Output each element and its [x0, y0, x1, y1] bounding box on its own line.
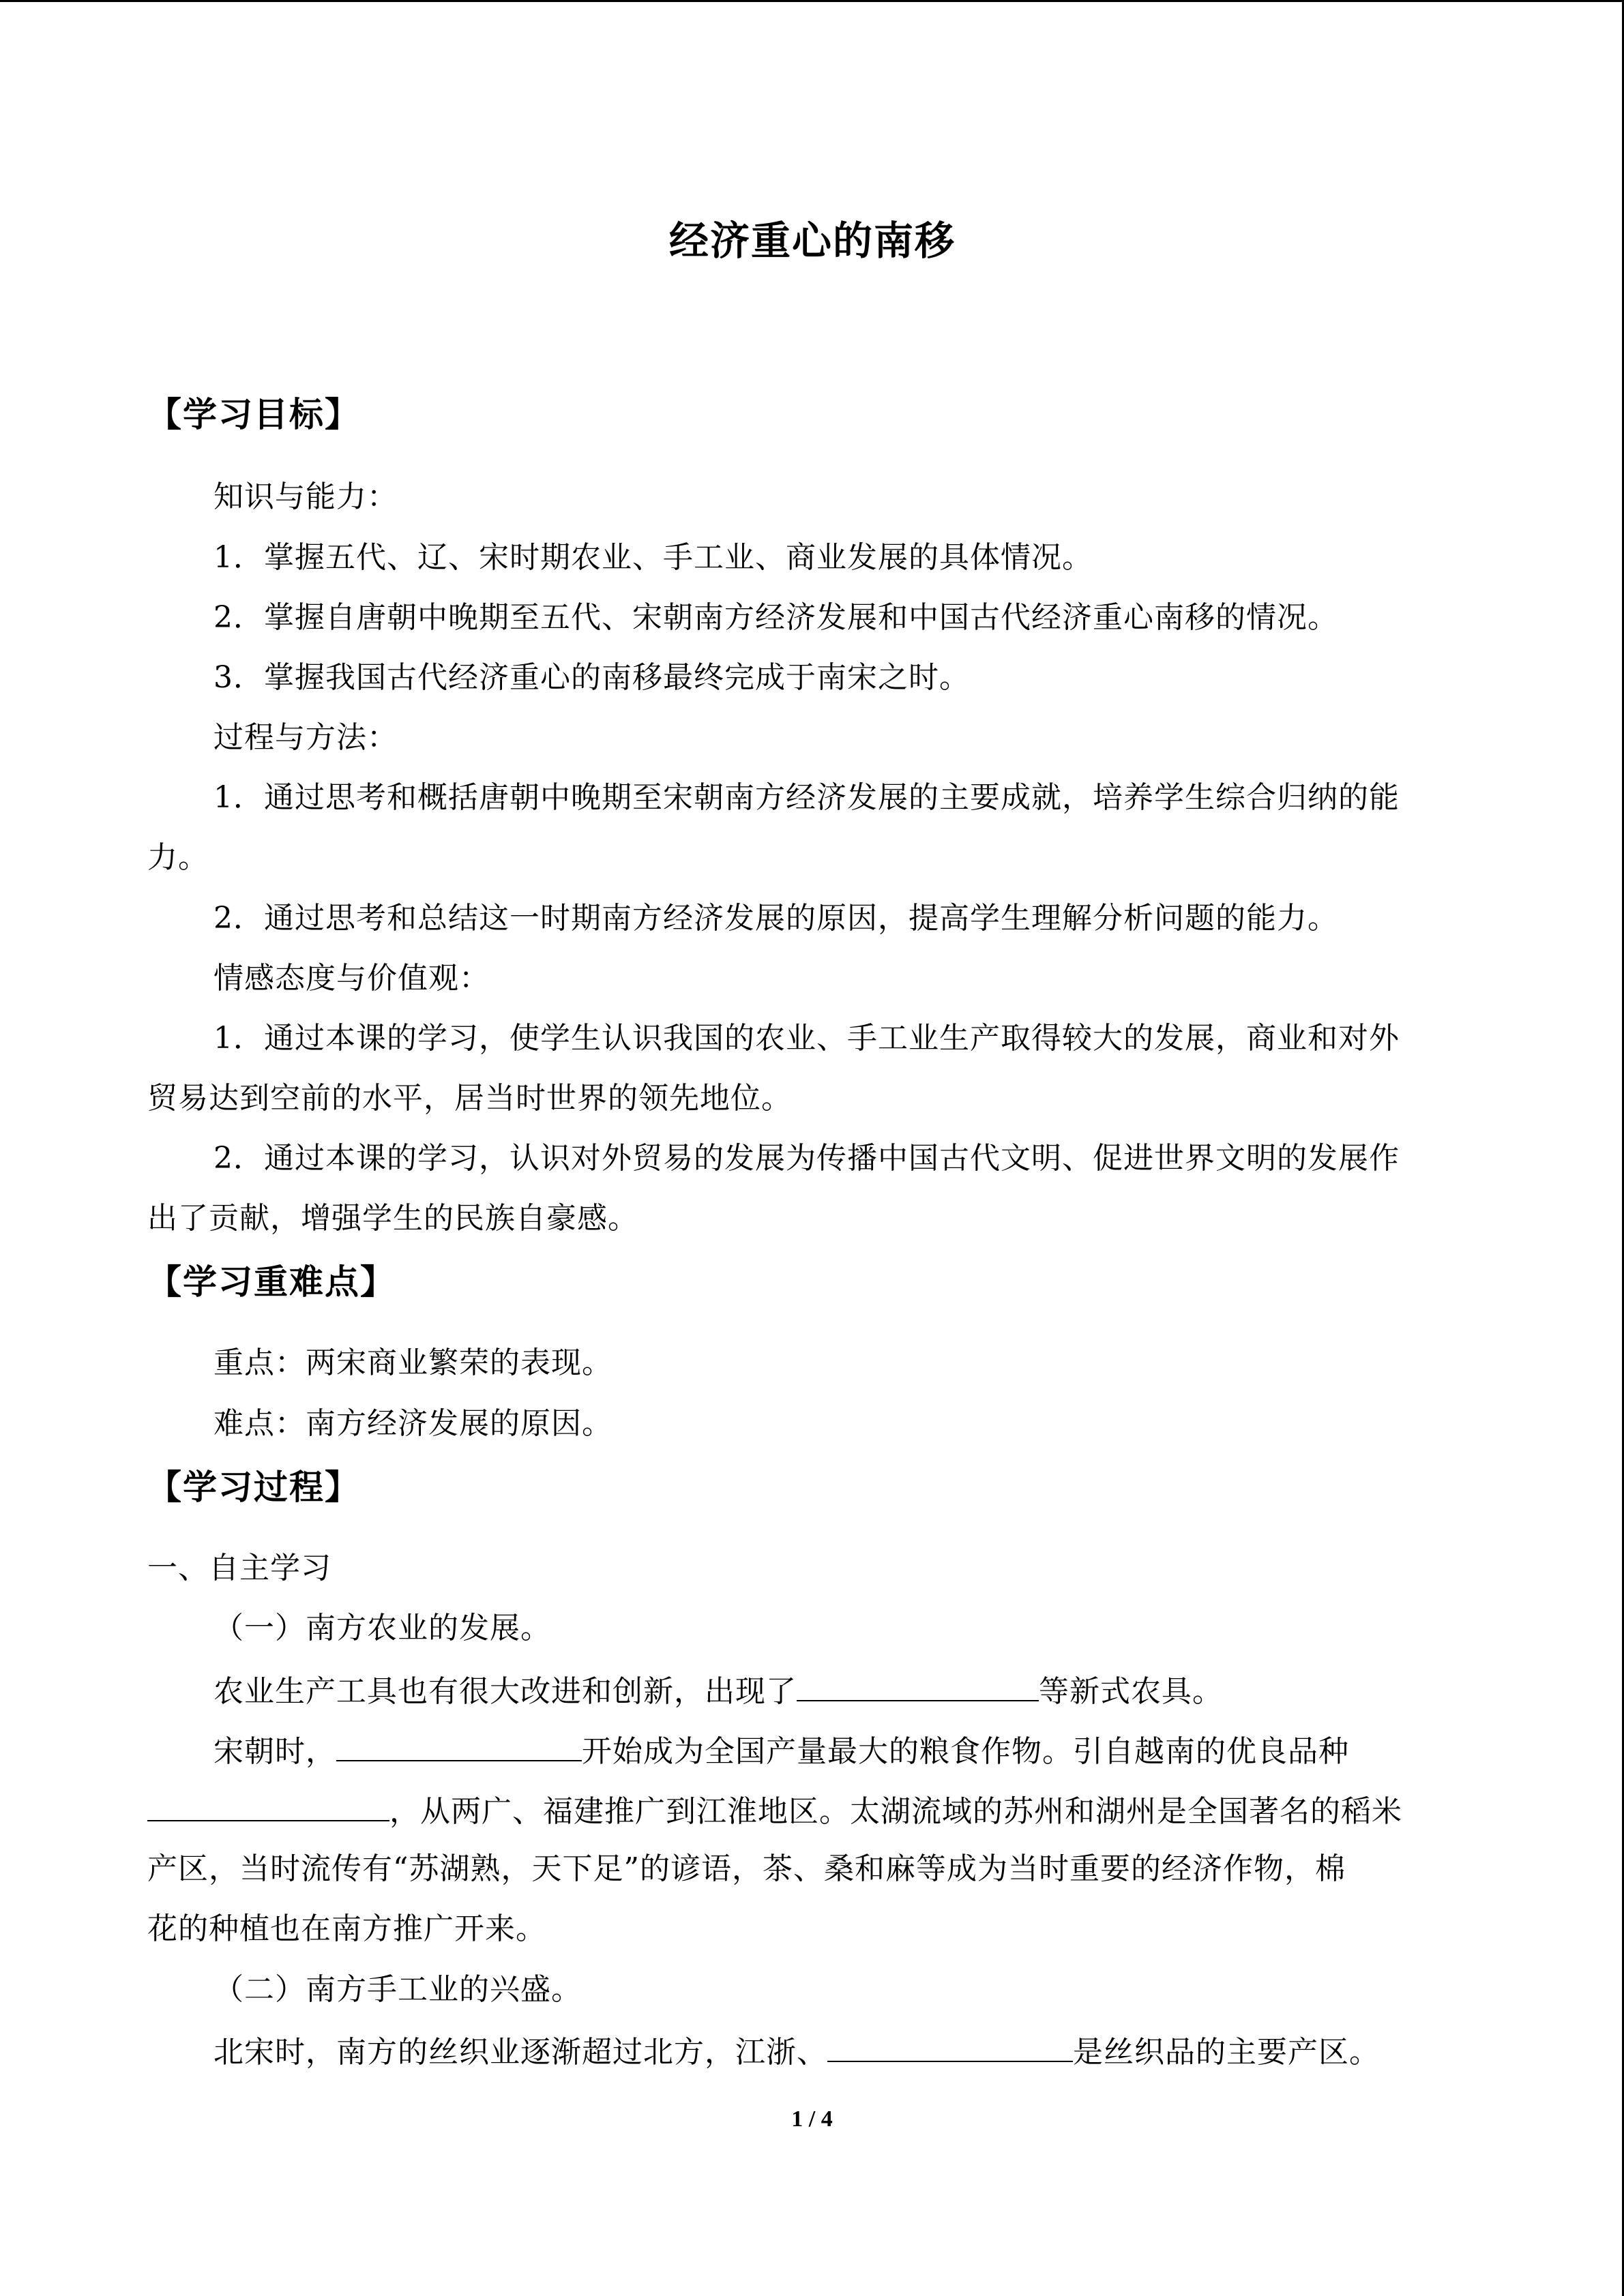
process-part-1: 一、自主学习	[147, 1551, 331, 1585]
process-line-crop-text-a: 宋朝时，	[213, 1734, 336, 1769]
process-line-crop	[213, 1729, 1477, 1772]
goals-emotion-item-2-line-2: 出了贡献，增强学生的民族自豪感。	[147, 1201, 638, 1236]
goals-emotion-item-1-line-1: 1．通过本课的学习，使学生认识我国的农业、手工业生产取得较大的发展，商业和对外	[213, 1021, 1400, 1056]
goals-knowledge-item-2: 2．掌握自唐朝中晚期至五代、宋朝南方经济发展和中国古代经济重心南移的情况。	[213, 600, 1338, 635]
process-sub-2: （二）南方手工业的兴盛。	[213, 1972, 582, 2007]
section-heading-goals: 【学习目标】	[147, 395, 360, 434]
page-number: 1 / 4	[791, 2106, 833, 2132]
goals-knowledge-item-1: 1．掌握五代、辽、宋时期农业、手工业、商业发展的具体情况。	[213, 540, 1093, 575]
process-line-tools-text-b: 等新式农具。	[1039, 1674, 1223, 1709]
process-line-tools-text-a: 农业生产工具也有很大改进和创新，出现了	[213, 1674, 797, 1709]
process-line-crop-text-b: 开始成为全国产量最大的粮食作物。引自越南的优良品种	[582, 1734, 1349, 1769]
goals-knowledge-item-3: 3．掌握我国古代经济重心的南移最终完成于南宋之时。	[213, 660, 970, 695]
process-line-region: 产区，当时流传有“苏湖熟，天下足”的谚语，茶、桑和麻等成为当时重要的经济作物，棉	[147, 1851, 1346, 1886]
goals-process-item-1-line-1: 1．通过思考和概括唐朝中晚期至宋朝南方经济发展的主要成就，培养学生综合归纳的能	[213, 780, 1400, 815]
goals-process-label: 过程与方法：	[213, 720, 398, 755]
goals-knowledge-label: 知识与能力：	[213, 479, 398, 514]
process-line-cotton: 花的种植也在南方推广开来。	[147, 1911, 546, 1946]
process-line-silk-text-a: 北宋时，南方的丝织业逐渐超过北方，江浙、	[213, 2035, 827, 2070]
goals-emotion-item-1-line-2: 贸易达到空前的水平，居当时世界的领先地位。	[147, 1081, 792, 1116]
process-line-tools	[213, 1669, 1477, 1712]
process-line-variety-text: ，从两广、福建推广到江淮地区。太湖流域的苏州和湖州是全国著名的稻米	[389, 1794, 1402, 1829]
goals-emotion-item-2-line-1: 2．通过本课的学习，认识对外贸易的发展为传播中国古代文明、促进世界文明的发展作	[213, 1141, 1400, 1176]
goals-process-item-2: 2．通过思考和总结这一时期南方经济发展的原因，提高学生理解分析问题的能力。	[213, 901, 1338, 936]
keypoint-difficult: 难点：南方经济发展的原因。	[213, 1406, 612, 1441]
process-line-variety	[147, 1789, 1477, 1832]
process-line-silk-text-b: 是丝织品的主要产区。	[1073, 2035, 1380, 2070]
fill-blank-tools[interactable]	[797, 1669, 1039, 1701]
section-heading-keypoints: 【学习重难点】	[147, 1262, 396, 1302]
fill-blank-silk[interactable]	[827, 2029, 1073, 2062]
fill-blank-variety[interactable]	[147, 1789, 389, 1821]
process-sub-1: （一）南方农业的发展。	[213, 1611, 551, 1645]
process-line-silk	[213, 2029, 1477, 2073]
fill-blank-crop[interactable]	[336, 1729, 582, 1761]
goals-emotion-label: 情感态度与价值观：	[213, 961, 490, 996]
goals-process-item-1-line-2: 力。	[147, 840, 209, 875]
page-title: 经济重心的南移	[668, 218, 956, 264]
section-heading-process: 【学习过程】	[147, 1467, 360, 1507]
keypoint-key: 重点：两宋商业繁荣的表现。	[213, 1345, 612, 1380]
